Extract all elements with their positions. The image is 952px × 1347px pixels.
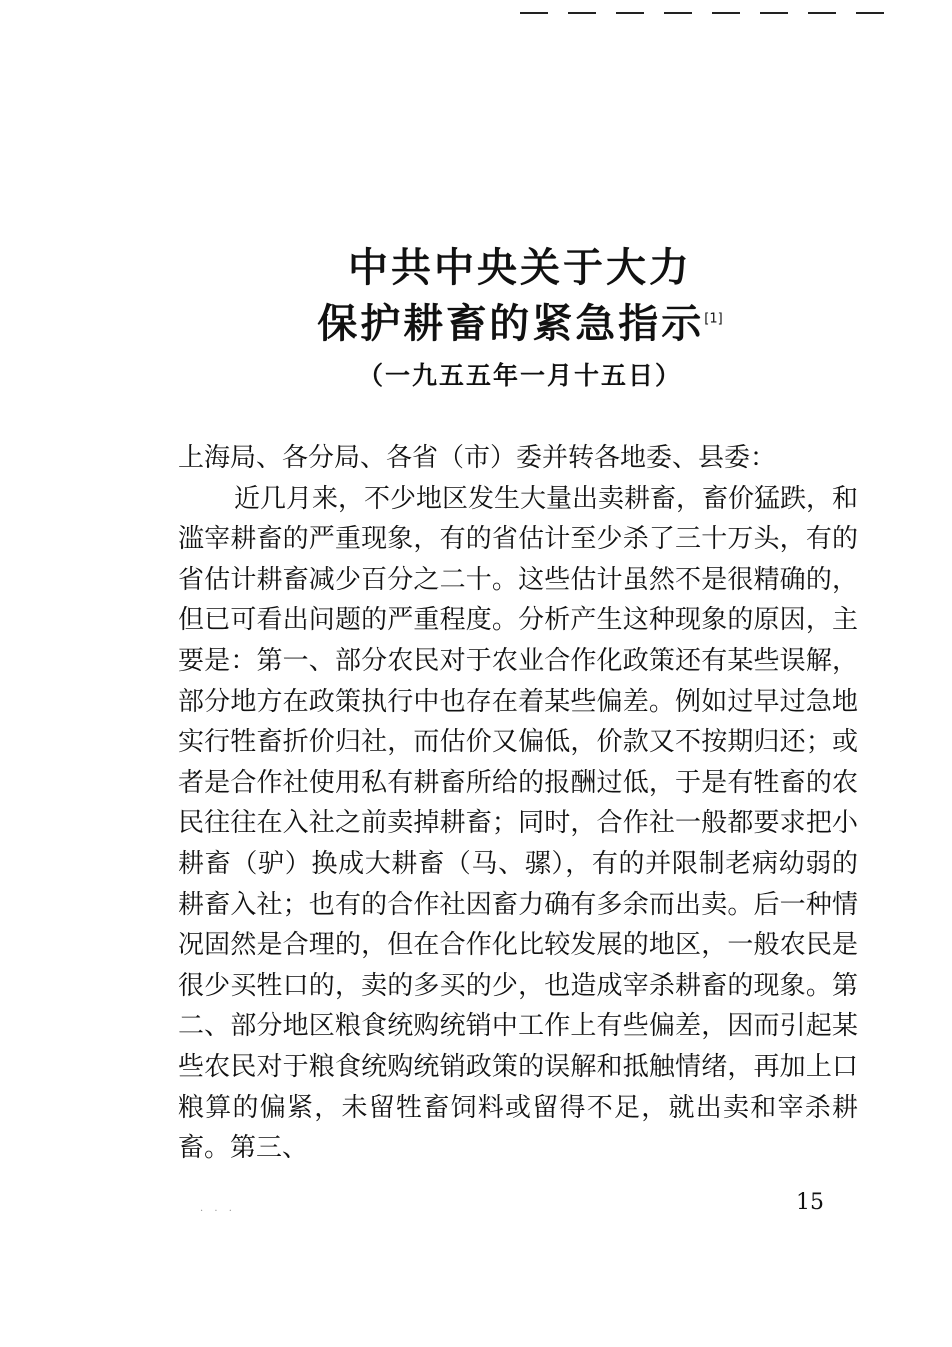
addressee: 上海局、各分局、各省（市）委并转各地委、县委： <box>178 443 777 473</box>
title-line-1 <box>0 236 952 293</box>
scan-artifact: · · · <box>200 1206 236 1217</box>
page-number: 15 <box>796 1190 824 1215</box>
footnote-mark[interactable]: [1] <box>704 311 723 327</box>
header-rule <box>520 12 940 16</box>
title-text-1: 中共中央关于大力 <box>348 245 692 291</box>
title-line-2 <box>0 292 952 349</box>
document-date: （一九五五年一月十五日） <box>357 361 682 390</box>
paragraph: 近几月来，不少地区发生大量出卖耕畜，畜价猛跌，和滥宰耕畜的严重现象，有的省估计至少杀了三十万头，有的省估计耕畜减少百分之二十。这些估计虽然不是很精确的，但已可看出问题的严重程度。分析产生这种现象的原因，主要是：第一、部分农民对于农业合作化政策还有某些误解，部分地方在政策执行中也存在着某些偏差。例如过早过急地实行牲畜折价归社，而估价又偏低，价款又不按期归还；或者是合作社使用私有耕畜所给的报酬过低，于是有牲畜的农民往往在入社之前卖掉耕畜；同时，合作社一般都要求把小耕畜（驴）换成大耕畜（马、骡），有的并限制老病幼弱的耕畜入社；也有的合作社因畜力确有多余而出卖。后一种情况固然是合理的，但在合作化比较发展的地区，一般农民是很少买牲口的，卖的多买的少，也造成宰杀耕畜的现象。第二、部分地区粮食统购统销中工作上有些偏差，因而引起某些农民对于粮食统购统销政策的误解和抵触情绪，再加上口粮算的偏紧，未留牲畜饲料或留得不足，就出卖和宰杀耕畜。第三、 <box>178 483 859 1164</box>
body-text <box>178 438 858 1169</box>
title-text-2: 保护耕畜的紧急指示 <box>317 301 705 347</box>
